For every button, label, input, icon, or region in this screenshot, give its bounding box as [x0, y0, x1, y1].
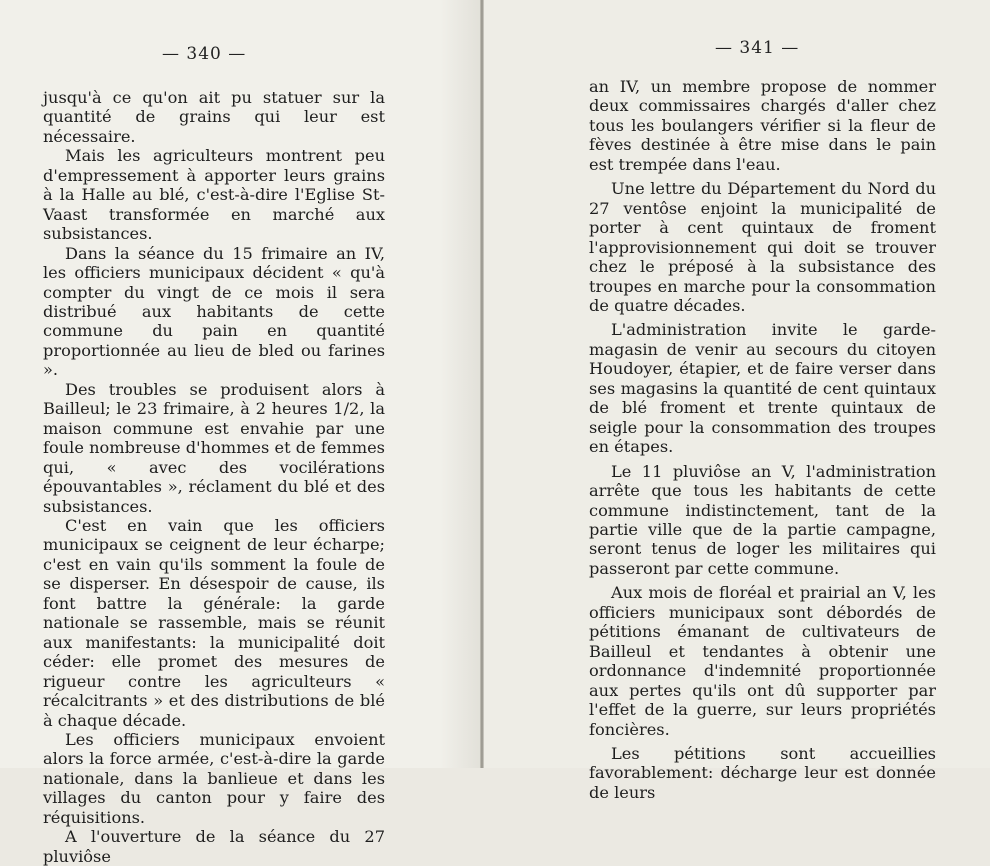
paragraph: L'administration invite le garde-magasin de venir au secours du citoyen Houdoyer, étapier, et de faire verser dans ses magasins la quantité de cent quintaux de blé froment et trente quintaux de seigle pour la consommation des troupes en étapes. [589, 320, 936, 457]
paragraph: Le 11 pluviôse an V, l'administration arrête que tous les habitants de cette commune indistinctement, tant de la partie ville que de la partie campagne, seront tenus de loger les militaires qui passeront par cette commune. [589, 461, 936, 578]
paragraph: jusqu'à ce qu'on ait pu statuer sur la quantité de grains qui leur est nécessaire. [43, 88, 385, 146]
paragraph: Des troubles se produisent alors à Bailleul; le 23 frimaire, à 2 heures 1/2, la maison commune est envahie par une foule nombreuse d'hommes et de femmes qui, « avec des vocilérations épouvantables », réclament du blé et des subsistances. [43, 379, 385, 516]
right-page [484, 0, 990, 802]
paragraph: C'est en vain que les officiers municipaux se ceignent de leur écharpe; c'est en vain qu'ils somment la foule de se disperser. En désespoir de cause, ils font battre la générale: la garde nationale se rassemble, mais se réunit aux manifestants: la municipalité doit céder: elle promet des mesures de rigueur contre les agriculteurs « récalcitrants » et des distributions de blé à chaque décade. [43, 515, 385, 730]
page-number-left: — 340 — [162, 44, 247, 64]
paragraph: A l'ouverture de la séance du 27 pluviôse [43, 827, 385, 866]
paragraph: Aux mois de floréal et prairial an V, les officiers municipaux sont débordés de pétitions émanant de cultivateurs de Bailleul et tendantes à obtenir une ordonnance d'indemnité proportionnée aux pertes qu'ils ont dû supporter par l'effet de la guerre, sur leurs propriétés foncières. [589, 583, 936, 739]
left-page [0, 0, 482, 866]
page-number-right: — 341 — [715, 38, 800, 58]
left-page-text [43, 88, 385, 866]
paragraph: Les officiers municipaux envoient alors la force armée, c'est-à-dire la garde nationale, dans la banlieue et dans les villages du canton pour y faire des réquisitions. [43, 729, 385, 827]
paragraph: Les pétitions sont accueillies favorablement: décharge leur est donnée de leurs [589, 743, 936, 802]
paragraph: Dans la séance du 15 frimaire an IV, les officiers municipaux décident « qu'à compter du vingt de ce mois il sera distribué aux habitants de cette commune du pain en quantité proportionnée au lieu de bled ou farines ». [43, 243, 385, 380]
gutter-shadow [440, 0, 480, 768]
paragraph: an IV, un membre propose de nommer deux commissaires chargés d'aller chez tous les boulangers vérifier si la fleur de fèves destinée à être mise dans le pain est trempée dans l'eau. [589, 77, 936, 174]
paragraph: Mais les agriculteurs montrent peu d'empressement à apporter leurs grains à la Halle au blé, c'est-à-dire l'Eglise St-Vaast transformée en marché aux subsistances. [43, 146, 385, 244]
paragraph: Une lettre du Département du Nord du 27 ventôse enjoint la municipalité de porter à cent quintaux de froment l'approvisionnement qui doit se trouver chez le préposé à la subsistance des troupes en marche pour la consommation de quatre décades. [589, 179, 936, 315]
right-page-text [589, 77, 936, 802]
